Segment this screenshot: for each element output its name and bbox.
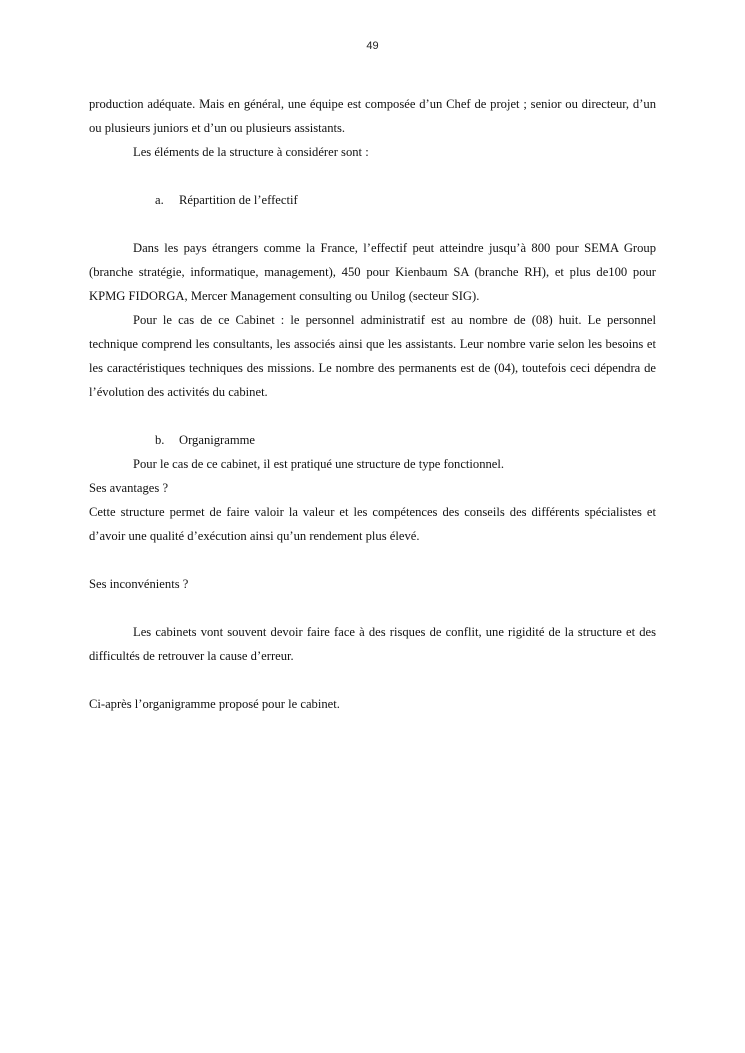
list-marker-b: b. bbox=[155, 433, 165, 447]
section-heading-organigramme bbox=[89, 428, 656, 452]
paragraph-disadvantages-question: Ses inconvénients ? bbox=[89, 577, 189, 591]
list-marker-a: a. bbox=[155, 193, 164, 207]
section-heading-repartition bbox=[89, 188, 656, 212]
paragraph-cabinet-staff: Pour le cas de ce Cabinet : le personnel administratif est au nombre de (08) huit. Le personnel technique comprend les consultants, les associés ainsi que les assistants. Leur nombre varie selon les besoins et les caractéristiques techniques des missions. Le nombre des permanents est de (04), toutefois ceci dépendra de l’évolution des activités du cabinet. bbox=[89, 313, 656, 399]
spacer bbox=[89, 596, 656, 620]
paragraph-organigramme-intro: Ci-après l’organigramme proposé pour le cabinet. bbox=[89, 697, 340, 711]
paragraph-advantages: Cette structure permet de faire valoir la valeur et les compétences des conseils des différents spécialistes et d’avoir une qualité d’exécution ainsi qu’un rendement plus élevé. bbox=[89, 505, 656, 543]
section-title-organigramme: Organigramme bbox=[179, 433, 256, 447]
spacer bbox=[89, 212, 656, 236]
paragraph-advantages-question: Ses avantages ? bbox=[89, 481, 169, 495]
spacer bbox=[89, 668, 656, 692]
paragraph-structure-elements: Les éléments de la structure à considérer sont : bbox=[133, 145, 369, 159]
paragraph-functional-structure: Pour le cas de ce cabinet, il est pratiqué une structure de type fonctionnel. bbox=[133, 457, 505, 471]
page-number: 49 bbox=[366, 40, 379, 52]
spacer bbox=[89, 548, 656, 572]
paragraph-foreign-workforce: Dans les pays étrangers comme la France, l’effectif peut atteindre jusqu’à 800 pour SEMA Group (branche stratégie, informatique, management), 450 pour Kienbaum SA (branche RH), et plus de100 pour KPMG FIDORGA, Mercer Management consulting ou Unilog (secteur SIG). bbox=[89, 241, 656, 303]
document-body bbox=[89, 92, 656, 716]
spacer bbox=[89, 164, 656, 188]
paragraph-disadvantages: Les cabinets vont souvent devoir faire face à des risques de conflit, une rigidité de la structure et des difficultés de retrouver la cause d’erreur. bbox=[89, 625, 656, 663]
section-title-repartition: Répartition de l’effectif bbox=[179, 193, 298, 207]
paragraph-team-composition: production adéquate. Mais en général, une équipe est composée d’un Chef de projet ; senior ou directeur, d’un ou plusieurs juniors et d’un ou plusieurs assistants. bbox=[89, 97, 656, 135]
spacer bbox=[89, 404, 656, 428]
